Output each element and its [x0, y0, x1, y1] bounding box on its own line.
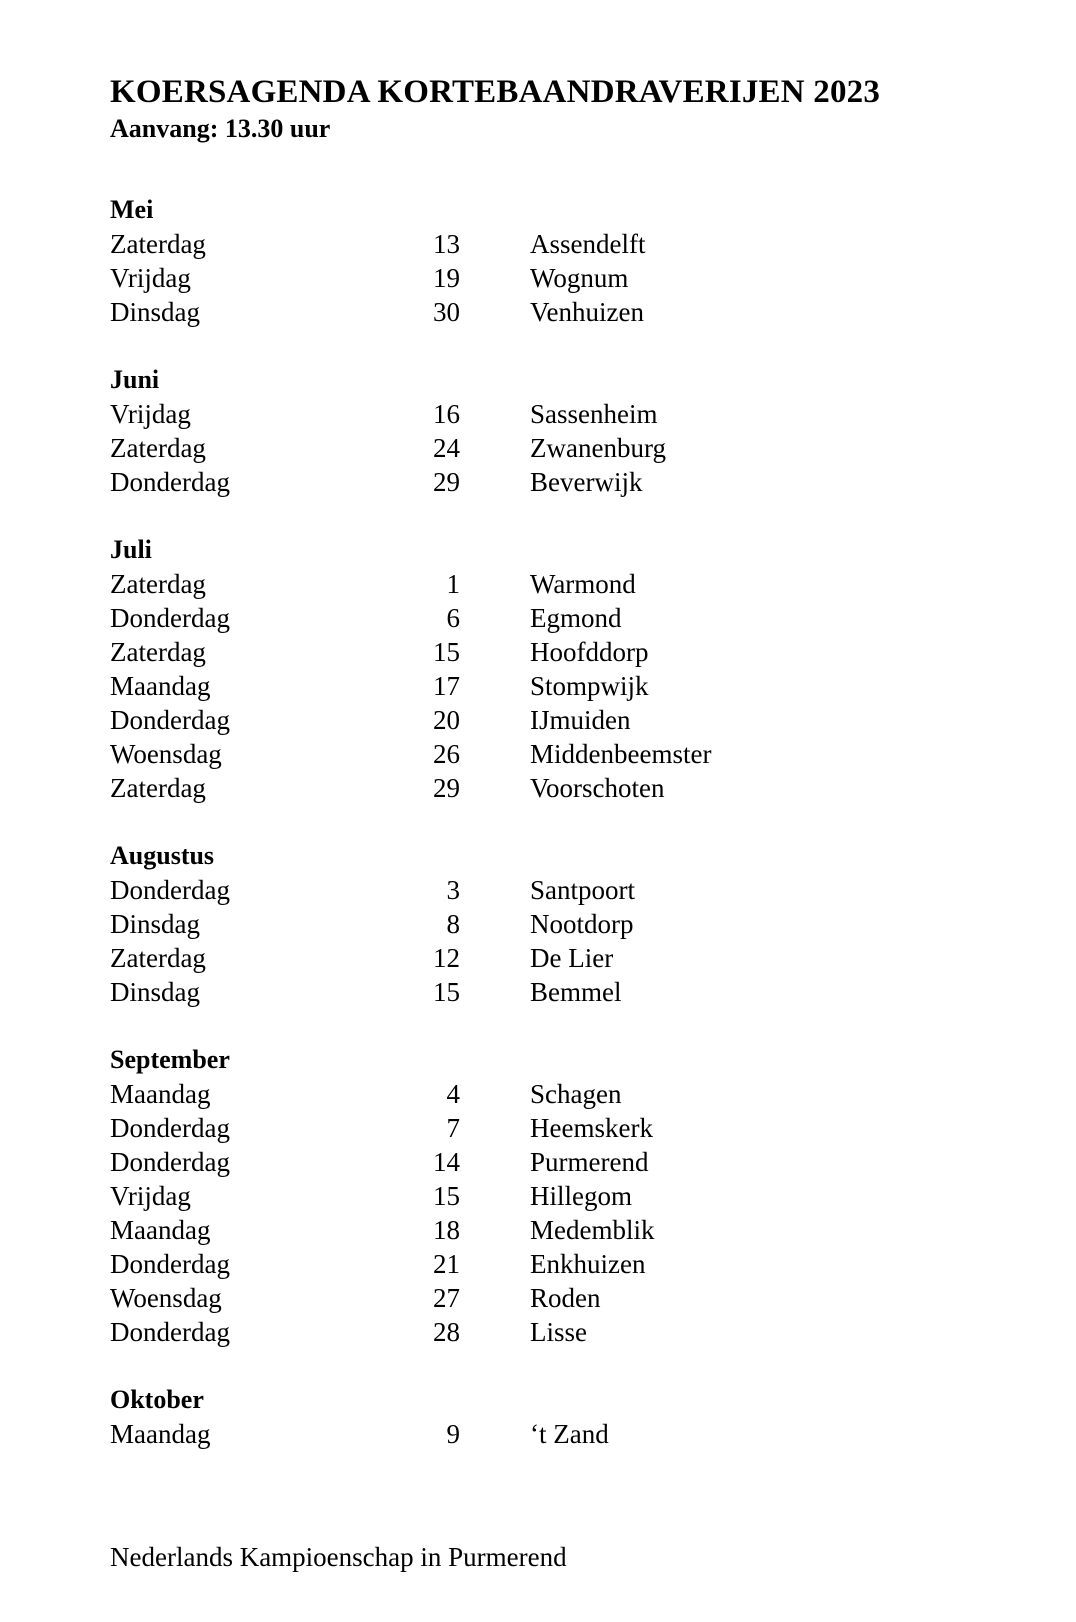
event-row [110, 1247, 1010, 1281]
month-section-augustus [110, 839, 1010, 1009]
event-day: Maandag [110, 1419, 211, 1449]
page-title: KOERSAGENDA KORTEBAANDRAVERIJEN 2023 [110, 74, 881, 110]
event-location: Schagen [530, 1079, 622, 1109]
event-row [110, 465, 1010, 499]
event-location: Zwanenburg [530, 433, 666, 463]
event-row [110, 295, 1010, 329]
event-row [110, 431, 1010, 465]
event-location: Lisse [530, 1317, 587, 1347]
event-location: Bemmel [530, 977, 622, 1007]
event-row [110, 669, 1010, 703]
event-date: 18 [433, 1215, 460, 1245]
event-day: Woensdag [110, 1283, 222, 1313]
event-location: Medemblik [530, 1215, 655, 1245]
event-day: Zaterdag [110, 569, 206, 599]
month-heading: Augustus [110, 841, 215, 870]
event-date: 17 [433, 671, 460, 701]
event-location: Wognum [530, 263, 629, 293]
event-location: Nootdorp [530, 909, 634, 939]
event-row [110, 1417, 1010, 1451]
month-heading: Oktober [110, 1385, 204, 1414]
event-date: 21 [433, 1249, 460, 1279]
event-date: 15 [433, 1181, 460, 1211]
event-row [110, 1179, 1010, 1213]
document-page [110, 72, 1010, 1485]
event-location: ‘t Zand [530, 1419, 609, 1449]
event-day: Donderdag [110, 1249, 230, 1279]
event-date: 27 [433, 1283, 460, 1313]
event-row [110, 873, 1010, 907]
month-section-juli [110, 533, 1010, 805]
event-date: 29 [433, 773, 460, 803]
event-date: 1 [446, 569, 460, 599]
month-section-juni [110, 363, 1010, 499]
event-day: Vrijdag [110, 263, 191, 293]
event-day: Maandag [110, 1079, 211, 1109]
event-location: IJmuiden [530, 705, 631, 735]
month-heading: Mei [110, 195, 154, 224]
event-date: 26 [433, 739, 460, 769]
event-date: 19 [433, 263, 460, 293]
start-time-subtitle: Aanvang: 13.30 uur [110, 114, 331, 143]
month-heading: September [110, 1045, 230, 1074]
event-row [110, 1077, 1010, 1111]
event-location: Assendelft [530, 229, 646, 259]
event-date: 28 [433, 1317, 460, 1347]
event-row [110, 1315, 1010, 1349]
event-row [110, 907, 1010, 941]
event-date: 15 [433, 637, 460, 667]
event-date: 12 [433, 943, 460, 973]
event-day: Dinsdag [110, 977, 200, 1007]
event-location: Enkhuizen [530, 1249, 646, 1279]
event-day: Donderdag [110, 467, 230, 497]
event-location: Santpoort [530, 875, 635, 905]
event-date: 3 [446, 875, 460, 905]
event-row [110, 567, 1010, 601]
event-day: Woensdag [110, 739, 222, 769]
event-day: Zaterdag [110, 433, 206, 463]
event-location: Heemskerk [530, 1113, 653, 1143]
event-day: Donderdag [110, 1113, 230, 1143]
event-location: Stompwijk [530, 671, 649, 701]
event-date: 29 [433, 467, 460, 497]
event-location: Warmond [530, 569, 636, 599]
event-location: Middenbeemster [530, 739, 712, 769]
event-day: Zaterdag [110, 773, 206, 803]
event-day: Maandag [110, 1215, 211, 1245]
event-day: Dinsdag [110, 297, 200, 327]
event-date: 15 [433, 977, 460, 1007]
event-day: Zaterdag [110, 637, 206, 667]
event-date: 6 [446, 603, 460, 633]
event-day: Donderdag [110, 603, 230, 633]
event-day: Maandag [110, 671, 211, 701]
event-day: Donderdag [110, 1317, 230, 1347]
event-row [110, 975, 1010, 1009]
month-section-mei [110, 193, 1010, 329]
event-row [110, 771, 1010, 805]
event-row [110, 635, 1010, 669]
event-location: Hoofddorp [530, 637, 649, 667]
event-date: 13 [433, 229, 460, 259]
event-date: 30 [433, 297, 460, 327]
event-location: Sassenheim [530, 399, 658, 429]
event-row [110, 1145, 1010, 1179]
event-date: 20 [433, 705, 460, 735]
race-schedule [110, 193, 1010, 1451]
event-location: Beverwijk [530, 467, 643, 497]
event-date: 8 [446, 909, 460, 939]
event-day: Donderdag [110, 875, 230, 905]
event-row [110, 261, 1010, 295]
month-section-september [110, 1043, 1010, 1349]
event-date: 16 [433, 399, 460, 429]
event-location: Voorschoten [530, 773, 665, 803]
event-day: Vrijdag [110, 1181, 191, 1211]
event-day: Zaterdag [110, 229, 206, 259]
event-row [110, 397, 1010, 431]
event-date: 24 [433, 433, 460, 463]
event-day: Vrijdag [110, 399, 191, 429]
event-date: 9 [446, 1419, 460, 1449]
event-row [110, 941, 1010, 975]
footer-note: Nederlands Kampioenschap in Purmerend [110, 1542, 567, 1572]
event-date: 7 [446, 1113, 460, 1143]
event-row [110, 601, 1010, 635]
event-day: Donderdag [110, 1147, 230, 1177]
event-location: Roden [530, 1283, 601, 1313]
event-row [110, 227, 1010, 261]
event-date: 14 [433, 1147, 460, 1177]
event-day: Donderdag [110, 705, 230, 735]
event-location: Purmerend [530, 1147, 649, 1177]
event-day: Zaterdag [110, 943, 206, 973]
month-heading: Juni [110, 365, 160, 394]
event-date: 4 [446, 1079, 460, 1109]
event-location: Hillegom [530, 1181, 632, 1211]
event-row [110, 737, 1010, 771]
event-row [110, 703, 1010, 737]
event-location: De Lier [530, 943, 614, 973]
month-heading: Juli [110, 535, 152, 564]
event-location: Egmond [530, 603, 622, 633]
event-location: Venhuizen [530, 297, 644, 327]
event-day: Dinsdag [110, 909, 200, 939]
event-row [110, 1213, 1010, 1247]
event-row [110, 1281, 1010, 1315]
event-row [110, 1111, 1010, 1145]
month-section-oktober [110, 1383, 1010, 1451]
